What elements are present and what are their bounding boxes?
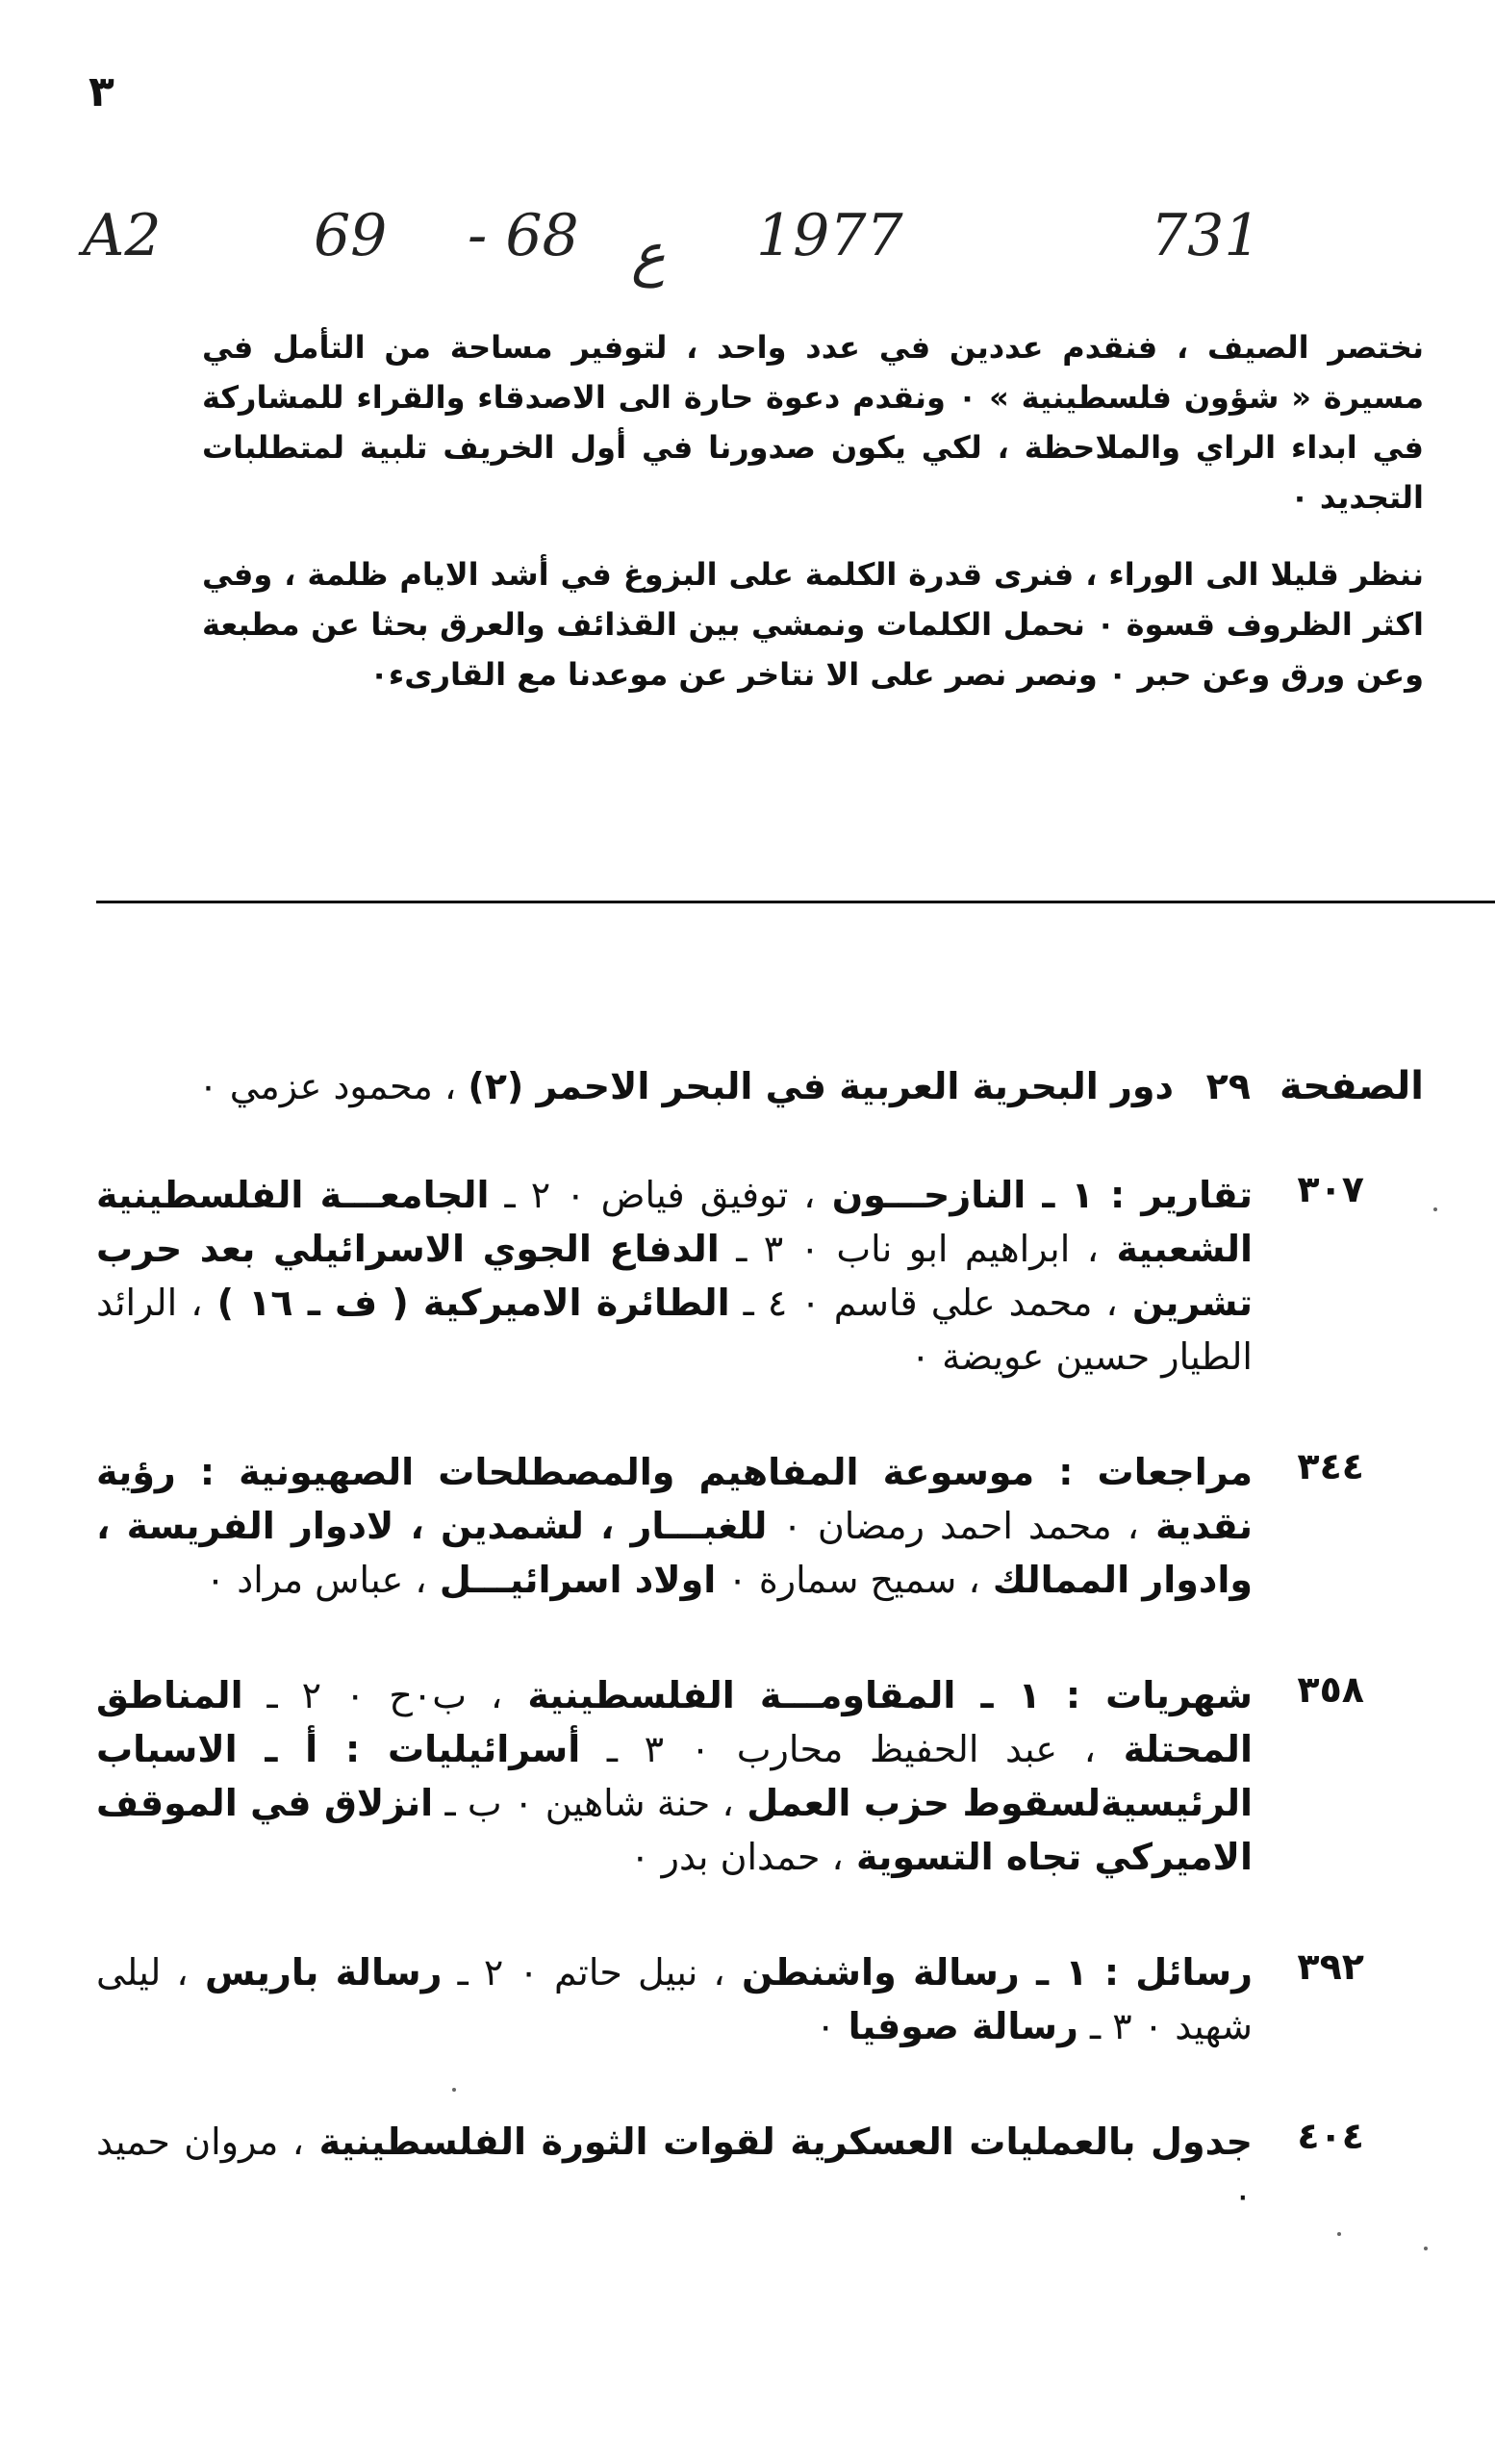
- toc-entry-author: ، محمد احمد رمضان ٠: [767, 1505, 1139, 1547]
- toc-entry-title: رسالة صوفيا: [835, 2005, 1078, 2047]
- handwritten-number-731: 731: [1151, 202, 1261, 269]
- toc-entry-author: ، ابراهيم ابو ناب ٠ ٣ ـ: [719, 1228, 1099, 1270]
- toc-entry-title: انزلاق في الموقف الاميركي تجاه التسوية: [96, 1782, 1253, 1878]
- toc-entry-author: ، محمد علي قاسم ٠ ٤ ـ: [729, 1282, 1118, 1324]
- toc-entry-text: [96, 1058, 1174, 1114]
- toc-entry: [96, 1445, 1424, 1607]
- toc-entry-text: [96, 2115, 1253, 2223]
- toc-entry-title: اولاد اسرائيـــل: [426, 1559, 717, 1601]
- editorial-section: [202, 322, 1424, 726]
- table-of-contents: [96, 1058, 1424, 2284]
- toc-entry-text: [96, 1945, 1253, 2053]
- toc-entry-author: ، عباس مراد ٠: [205, 1559, 427, 1601]
- toc-entry-page: ٣٥٨: [1297, 1668, 1364, 1711]
- toc-entry-title: الطائرة الاميركية ( ف ـ ١٦ ): [202, 1282, 730, 1324]
- handwritten-annotation: [83, 192, 1295, 298]
- toc-entry-author: ، محمود عزمي ٠: [198, 1065, 457, 1107]
- toc-header-row: [96, 1058, 1424, 1114]
- toc-entry-author: ، عبد الحفيظ محارب ٠ ٣ ـ: [580, 1728, 1096, 1770]
- toc-entry-page: ٢٩: [1205, 1065, 1251, 1107]
- toc-entry-text: [96, 1445, 1253, 1607]
- scan-speck: [1337, 2232, 1341, 2236]
- toc-entry-title: الجامعـــة الفلسطينية الشعبية: [96, 1174, 1253, 1270]
- toc-entry-title: المناطق المحتلة: [96, 1674, 1253, 1770]
- toc-entry-page: ٤٠٤: [1297, 2115, 1364, 2157]
- toc-entry-page: ٣٠٧: [1297, 1168, 1364, 1210]
- toc-entry-author: ، نبيل حاتم ٠ ٢ ـ: [442, 1951, 725, 1994]
- toc-entry-author: ، سميح سمارة ٠: [716, 1559, 980, 1601]
- toc-entry-title: مراجعات : موسوعة المفاهيم والمصطلحات الصهيونية : رؤية نقدية: [96, 1451, 1253, 1547]
- editorial-paragraph-2: ننظر قليلا الى الوراء ، فنرى قدرة الكلمة على البزوغ في أشد الايام ظلمة ، وفي اكثر الظروف قسوة ٠ نحمل الكلمات ونمشي بين القذائف والعرق بحثا عن مطبعة وعن ورق وعن حبر ٠ ونصر نصر على الا نتاخر عن موعدنا مع القارىء٠: [202, 556, 1425, 693]
- toc-entry-title: أسرائيليات : أ ـ الاسباب الرئيسيةلسقوط حزب العمل: [96, 1728, 1254, 1824]
- handwritten-number-69: 69: [314, 202, 388, 269]
- toc-entry: [96, 1168, 1424, 1384]
- toc-entry: [96, 2115, 1424, 2223]
- toc-entry-text: [96, 1168, 1253, 1384]
- toc-entry-title: الدفاع الجوي الاسرائيلي بعد حرب تشرين: [96, 1228, 1253, 1324]
- toc-entry-text: [96, 1668, 1253, 1884]
- toc-entry-title: جدول بالعمليات العسكرية لقوات الثورة الفلسطينية: [304, 2121, 1253, 2163]
- toc-entry-author: ، الرائد الطيار حسين عويضة ٠: [96, 1282, 1253, 1378]
- scan-speck: [1424, 2247, 1428, 2250]
- toc-entry-title: رسالة باريس: [188, 1951, 443, 1994]
- toc-entry: [96, 1945, 1424, 2053]
- toc-entry-author: ، توفيق فياض ٠ ٢ ـ: [489, 1174, 816, 1216]
- toc-entry-author: ، ليلى شهيد ٠ ٣ ـ: [96, 1951, 1253, 2047]
- toc-entry-title: دور البحرية العربية في البحر الاحمر (٢): [468, 1065, 1174, 1107]
- toc-entries: [96, 1168, 1424, 2223]
- handwritten-year: 1977: [756, 202, 903, 269]
- toc-entry-title: تقارير : ١ ـ النازحـــون: [815, 1174, 1253, 1216]
- scan-speck: [452, 2088, 456, 2092]
- section-divider: [96, 901, 1495, 903]
- toc-entry: [96, 1668, 1424, 1884]
- scan-speck: [1433, 1207, 1437, 1211]
- page-number: ٣: [89, 67, 114, 116]
- toc-entry-author: ، مروان حميد ٠: [96, 2121, 1253, 2217]
- toc-entry-title: للغبـــار ، لشمدين ، لادوار الفريسة ، وادوار الممالك: [96, 1505, 1253, 1601]
- toc-entry-author: ٠: [815, 2005, 836, 2047]
- toc-entry-page: ٣٤٤: [1297, 1445, 1364, 1487]
- toc-entry-author: ، حمدان بدر ٠: [630, 1836, 844, 1878]
- toc-entry-author: ، ب٠ح ٠ ٢ ـ: [242, 1674, 503, 1716]
- toc-entry-title: شهريات : ١ ـ المقاومـــة الفلسطينية: [502, 1674, 1253, 1716]
- toc-entry-author: ، حنة شاهين ٠ ب ـ: [433, 1782, 734, 1824]
- toc-entry-page: ٣٩٢: [1297, 1945, 1364, 1988]
- toc-entry-title: رسائل : ١ ـ رسالة واشنطن: [724, 1951, 1253, 1994]
- handwritten-code: A2: [83, 202, 162, 269]
- handwritten-letter: ع: [631, 221, 666, 289]
- editorial-paragraph-1: نختصر الصيف ، فنقدم عددين في عدد واحد ، لتوفير مساحة من التأمل في مسيرة « شؤون فلسطينية » ٠ ونقدم دعوة حارة الى الاصدقاء والقراء للمشاركة في ابداء الراي والملاحظة ، لكي يكون صدورنا في أول الخريف تلبية لمتطلبات التجديد ٠: [202, 329, 1425, 516]
- toc-page-column-label: الصفحة: [1279, 1064, 1424, 1108]
- handwritten-number-68: - 68: [468, 202, 579, 269]
